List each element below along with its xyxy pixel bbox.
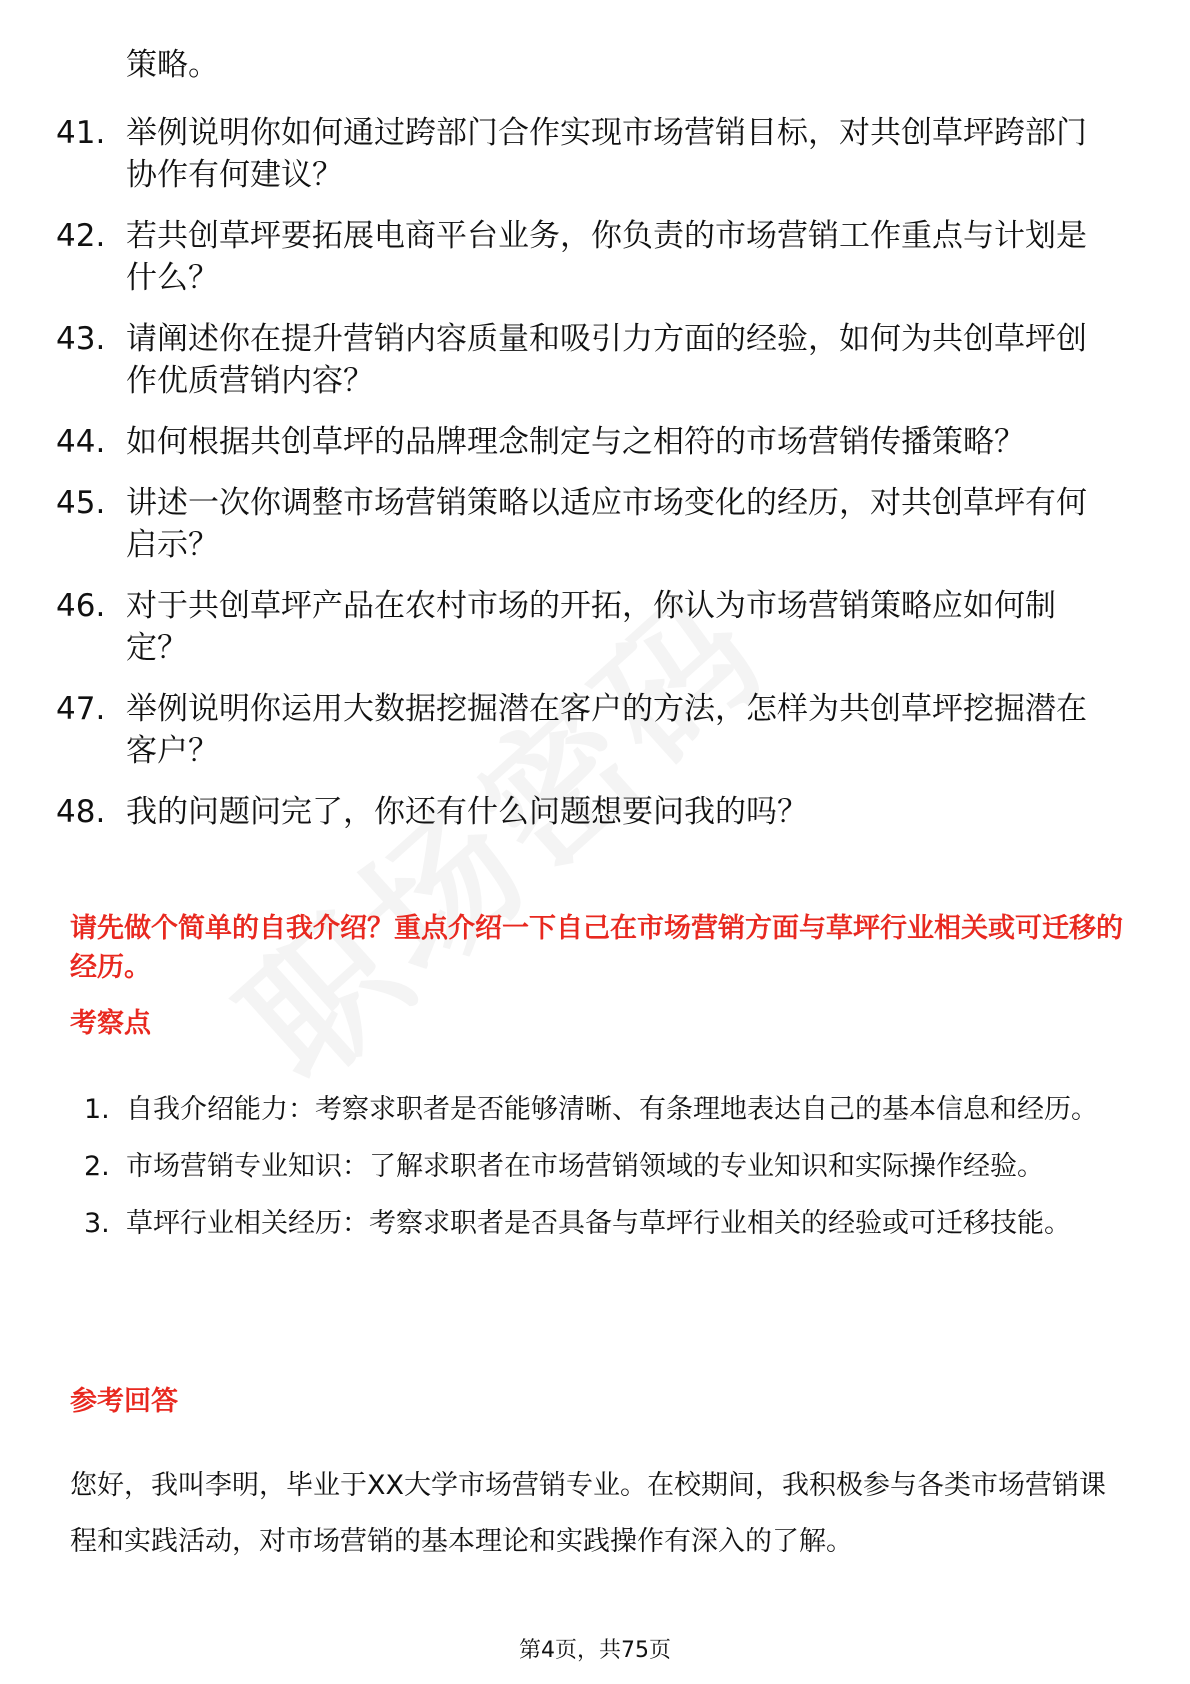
item-number: 3. xyxy=(84,1208,110,1239)
item-text: 请阐述你在提升营销内容质量和吸引力方面的经验，如何为共创草坪创作优质营销内容？ xyxy=(126,321,1087,399)
list-item xyxy=(56,482,1126,566)
item-text: 举例说明你运用大数据挖掘潜在客户的方法，怎样为共创草坪挖掘潜在客户？ xyxy=(126,691,1087,769)
list-item xyxy=(56,585,1126,669)
item-number: 48. xyxy=(56,794,106,830)
item-text: 市场营销专业知识：了解求职者在市场营销领域的专业知识和实际操作经验。 xyxy=(126,1151,1044,1182)
item-text: 自我介绍能力：考察求职者是否能够清晰、有条理地表达自己的基本信息和经历。 xyxy=(126,1094,1098,1125)
answer-text: 您好，我叫李明，毕业于XX大学市场营销专业。在校期间，我积极参与各类市场营销课程和实践活动，对市场营销的基本理论和实践操作有深入的了解。 xyxy=(70,1470,1106,1557)
question-continuation: 策略。 xyxy=(126,47,219,83)
item-number: 45. xyxy=(56,485,106,521)
item-number: 47. xyxy=(56,691,106,727)
item-number: 41. xyxy=(56,115,106,151)
item-number: 2. xyxy=(84,1151,110,1182)
page-footer: 第4页，共75页 xyxy=(519,1638,671,1663)
answer-heading: 参考回答 xyxy=(70,1386,178,1417)
list-item xyxy=(56,318,1126,402)
list-item xyxy=(56,112,1126,196)
item-number: 46. xyxy=(56,588,106,624)
question-list xyxy=(56,112,1126,852)
item-text: 草坪行业相关经历：考察求职者是否具备与草坪行业相关的经验或可迁移技能。 xyxy=(126,1208,1071,1239)
item-number: 1. xyxy=(84,1094,110,1125)
list-item xyxy=(84,1082,1134,1138)
item-text: 举例说明你如何通过跨部门合作实现市场营销目标，对共创草坪跨部门协作有何建议？ xyxy=(126,115,1087,193)
item-text: 若共创草坪要拓展电商平台业务，你负责的市场营销工作重点与计划是什么？ xyxy=(126,218,1087,296)
item-text: 对于共创草坪产品在农村市场的开拓，你认为市场营销策略应如何制定？ xyxy=(126,588,1056,666)
list-item xyxy=(84,1196,1134,1252)
points-heading: 考察点 xyxy=(70,1008,151,1039)
item-number: 44. xyxy=(56,424,106,460)
item-text: 我的问题问完了，你还有什么问题想要问我的吗？ xyxy=(126,794,808,830)
list-item xyxy=(56,688,1126,772)
item-text: 如何根据共创草坪的品牌理念制定与之相符的市场营销传播策略？ xyxy=(126,424,1025,460)
list-item xyxy=(56,421,1126,463)
list-item xyxy=(84,1139,1134,1195)
list-item xyxy=(56,791,1126,833)
main-question: 请先做个简单的自我介绍？重点介绍一下自己在市场营销方面与草坪行业相关或可迁移的经历。 xyxy=(70,913,1123,983)
points-list xyxy=(84,1082,1134,1253)
item-number: 42. xyxy=(56,218,106,254)
list-item xyxy=(56,215,1126,299)
item-text: 讲述一次你调整市场营销策略以适应市场变化的经历，对共创草坪有何启示？ xyxy=(126,485,1087,563)
item-number: 43. xyxy=(56,321,106,357)
